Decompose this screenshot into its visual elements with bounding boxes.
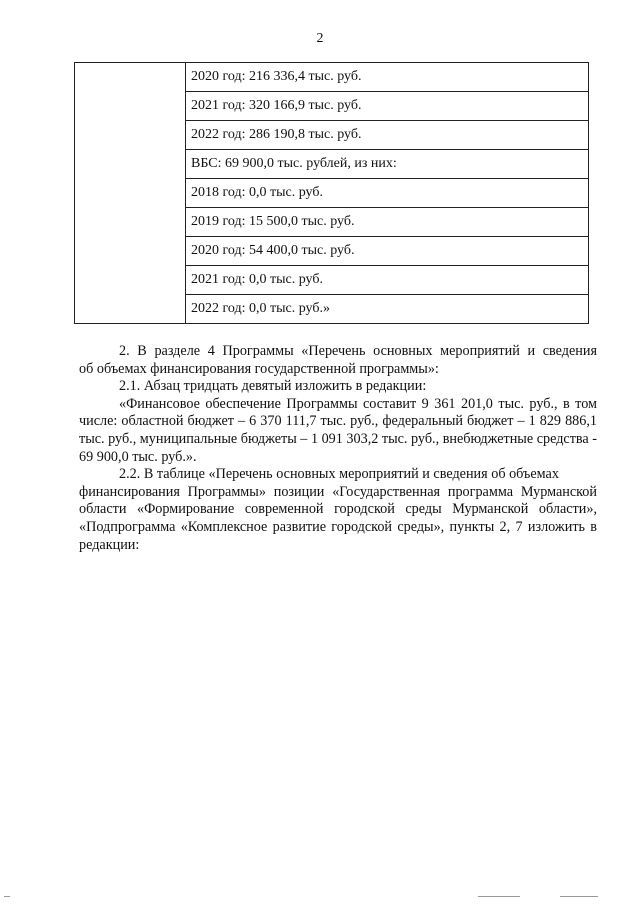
table-cell: ВБС: 69 900,0 тыс. рублей, из них: [186, 150, 589, 179]
table-cell: 2018 год: 0,0 тыс. руб. [186, 179, 589, 208]
paragraph-2-1: 2.1. Абзац тридцать девятый изложить в редакции: [119, 378, 427, 395]
table-left-column [75, 63, 186, 324]
document-body [79, 343, 597, 554]
table-cell: 2021 год: 320 166,9 тыс. руб. [186, 92, 589, 121]
paragraph-2-2-cont: финансирования Программы» позиции «Государственная программа Мурманской области «Формирование современной городской среды Мурманской области», «Подпрограмма «Комплексное развитие городской среды», пункты 2, 7 изложить в редакции: [79, 483, 597, 553]
scan-edge-mark [478, 896, 520, 897]
paragraph-section-2-heading: 2. В разделе 4 Программы «Перечень основных мероприятий и сведения [119, 343, 597, 359]
page-number: 2 [316, 31, 324, 46]
paragraph-financing: «Финансовое обеспечение Программы составит 9 361 201,0 тыс. руб., в том числе: областной бюджет – 6 370 111,7 тыс. руб., федеральный бюджет – 1 829 886,1 тыс. руб., муниципальные бюджеты – 1 091 303,2 тыс. руб., внебюджетные средства - 69 900,0 тыс. руб.». [79, 395, 597, 465]
table-cell: 2022 год: 286 190,8 тыс. руб. [186, 121, 589, 150]
paragraph-section-2-heading-cont: об объемах финансирования государственной программы»: [79, 360, 439, 377]
funding-table [74, 62, 589, 324]
table-cell: 2022 год: 0,0 тыс. руб.» [186, 295, 589, 324]
scan-edge-mark [560, 896, 598, 897]
scan-edge-mark [4, 896, 10, 897]
table-cell: 2021 год: 0,0 тыс. руб. [186, 266, 589, 295]
table-row [75, 63, 589, 92]
table-cell: 2020 год: 54 400,0 тыс. руб. [186, 237, 589, 266]
table-cell: 2020 год: 216 336,4 тыс. руб. [186, 63, 589, 92]
table-cell: 2019 год: 15 500,0 тыс. руб. [186, 208, 589, 237]
paragraph-2-2: 2.2. В таблице «Перечень основных мероприятий и сведения об объемах [119, 466, 559, 483]
